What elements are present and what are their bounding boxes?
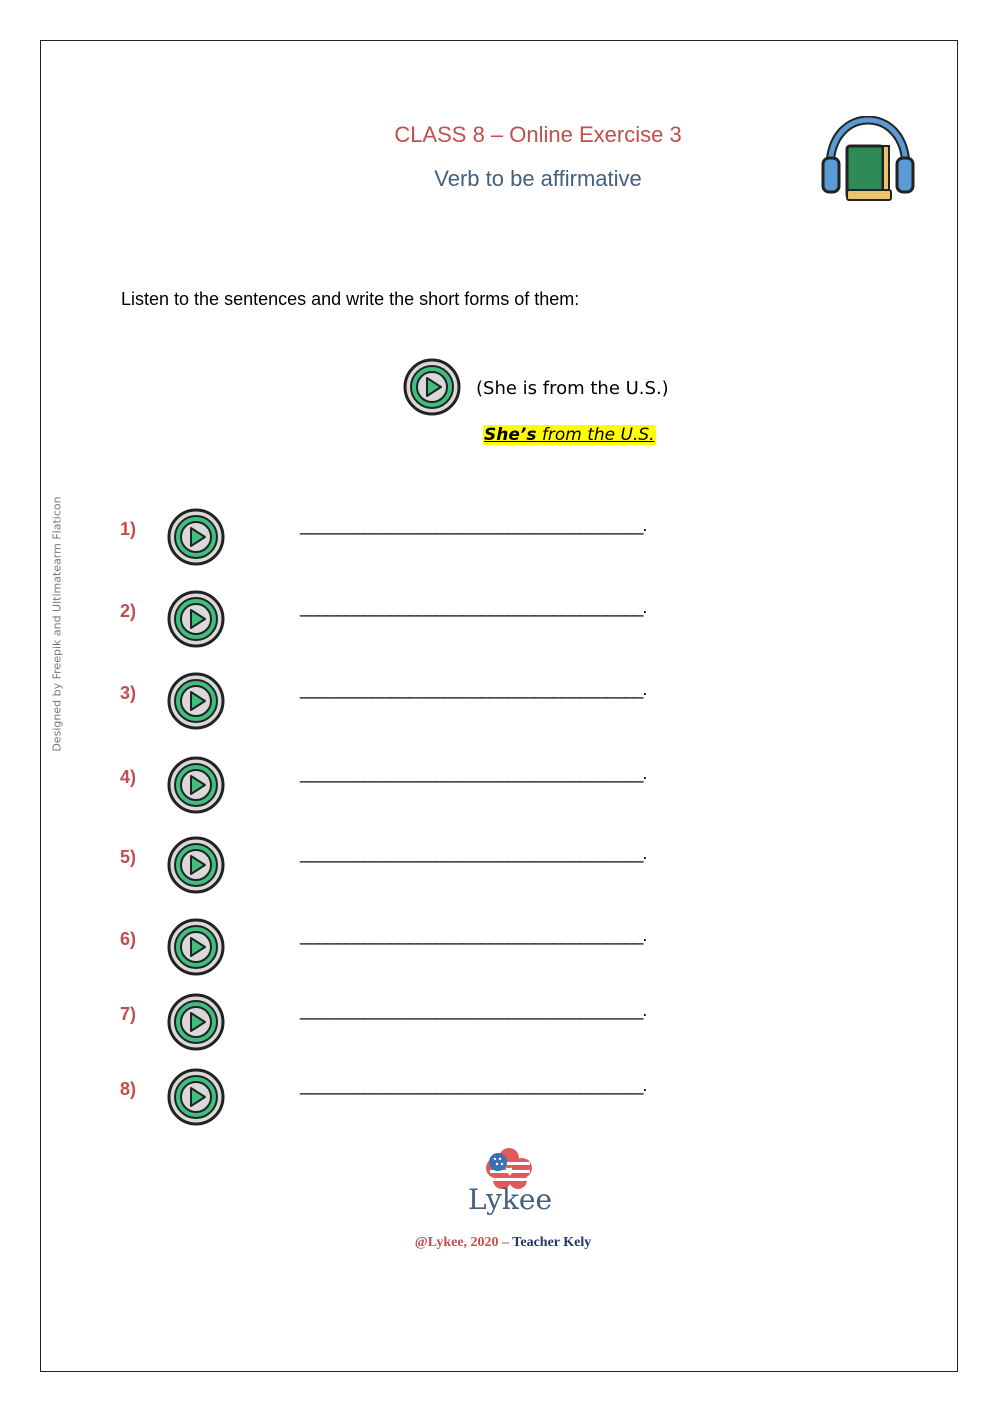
answer-blank[interactable]: ______________________________________. — [300, 597, 647, 617]
example-answer-rest: from the U.S. — [536, 425, 655, 445]
answer-blank[interactable]: ______________________________________. — [300, 843, 647, 863]
exercise-row — [0, 835, 1000, 895]
exercise-row — [0, 671, 1000, 731]
page-title: CLASS 8 – Online Exercise 3 — [394, 122, 682, 147]
example-answer — [483, 425, 656, 445]
play-audio-button[interactable] — [166, 1067, 226, 1127]
example-play-button[interactable] — [402, 357, 462, 417]
footer-author: Teacher Kely — [509, 1235, 592, 1250]
exercise-row — [0, 589, 1000, 649]
lykee-logo-text: Lykee — [467, 1183, 553, 1216]
exercise-number: 8) — [120, 1079, 137, 1099]
side-credit: Designed by Freepik and Ultimatearm Flaticon — [50, 496, 64, 752]
footer-credit — [415, 1235, 592, 1251]
play-audio-button[interactable] — [166, 755, 226, 815]
answer-blank[interactable]: ______________________________________. — [300, 1000, 647, 1020]
exercise-row — [0, 992, 1000, 1052]
play-audio-button[interactable] — [166, 917, 226, 977]
exercise-row — [0, 755, 1000, 815]
exercise-number: 1) — [120, 519, 137, 539]
answer-blank[interactable]: ______________________________________. — [300, 679, 647, 699]
play-audio-button[interactable] — [166, 589, 226, 649]
answer-blank[interactable]: ______________________________________. — [300, 515, 647, 535]
exercise-row — [0, 507, 1000, 567]
answer-blank[interactable]: ______________________________________. — [300, 763, 647, 783]
instruction-text: Listen to the sentences and write the short forms of them: — [121, 289, 580, 309]
headphones-book-icon — [820, 116, 916, 208]
page-subtitle: Verb to be affirmative — [434, 166, 642, 191]
example-sentence: (She is from the U.S.) — [476, 378, 669, 399]
exercise-number: 3) — [120, 683, 137, 703]
exercise-number: 6) — [120, 929, 137, 949]
play-audio-button[interactable] — [166, 507, 226, 567]
play-audio-button[interactable] — [166, 835, 226, 895]
exercise-row — [0, 1067, 1000, 1127]
footer-copyright: @Lykee, 2020 – — [414, 1235, 510, 1250]
exercise-number: 4) — [120, 767, 137, 787]
exercise-number: 2) — [120, 601, 137, 621]
play-audio-button[interactable] — [166, 671, 226, 731]
exercise-number: 5) — [120, 847, 137, 867]
exercise-row — [0, 917, 1000, 977]
play-audio-button[interactable] — [166, 992, 226, 1052]
example-answer-bold: She’s — [484, 425, 537, 445]
answer-blank[interactable]: ______________________________________. — [300, 1075, 647, 1095]
exercise-number: 7) — [120, 1004, 137, 1024]
answer-blank[interactable]: ______________________________________. — [300, 925, 647, 945]
